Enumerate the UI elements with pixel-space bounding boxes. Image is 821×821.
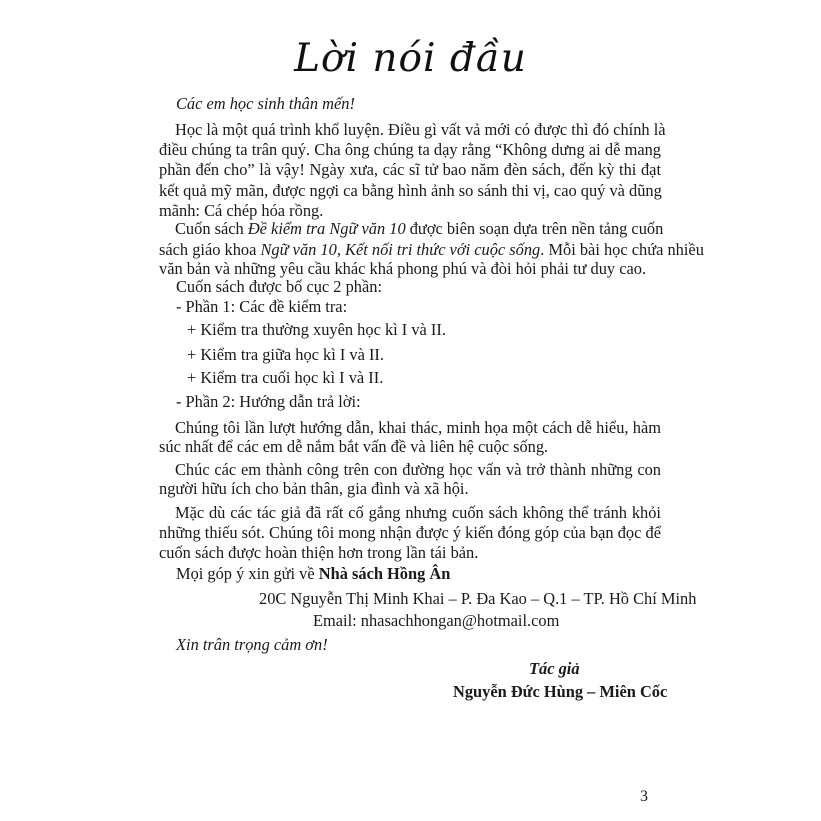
part-1-label: - Phần 1: Các đề kiểm tra:	[176, 297, 348, 316]
author-names: Nguyễn Đức Hùng – Miên Cốc	[453, 682, 668, 701]
method-line: súc nhất để các em dễ nắm bắt vấn đề và liên hệ cuộc sống.	[159, 437, 549, 456]
thanks-line: Xin trân trọng cảm ơn!	[176, 635, 328, 654]
signature-label: Tác giả	[529, 659, 580, 678]
apology-line: Mặc dù các tác giả đã rất cố gắng nhưng cuốn sách không thể tránh khỏi	[175, 503, 661, 522]
book-text: Cuốn sách	[175, 219, 248, 238]
intro-line: kết quả mỹ mãn, được ngợi ca bằng hình ảnh so sánh thi vị, cao quý và dũng	[159, 181, 662, 200]
part-1-item: + Kiểm tra giữa học kì I và II.	[187, 345, 384, 364]
wish-line: Chúc các em thành công trên con đường học vấn và trở thành những con	[175, 460, 661, 479]
preface-heading: Lời nói đầu	[294, 36, 527, 81]
apology-line: cuốn sách được hoàn thiện hơn trong lần tái bản.	[159, 543, 479, 562]
intro-line: mãnh: Cá chép hóa rồng.	[159, 201, 324, 220]
publisher-email: Email: nhasachhongan@hotmail.com	[313, 611, 560, 630]
wish-line: người hữu ích cho bản thân, gia đình và xã hội.	[159, 479, 469, 498]
textbook-title: Ngữ văn 10, Kết nối tri thức với cuộc sống	[260, 240, 541, 259]
page-number: 3	[640, 788, 648, 805]
publisher-address: 20C Nguyễn Thị Minh Khai – P. Đa Kao – Q.1 – TP. Hồ Chí Minh	[259, 589, 697, 608]
apology-line: những thiếu sót. Chúng tôi mong nhận được ý kiến đóng góp của bạn đọc để	[159, 523, 661, 542]
book-line	[159, 240, 704, 260]
contact-intro: Mọi góp ý xin gửi về	[176, 564, 319, 583]
greeting: Các em học sinh thân mến!	[176, 94, 355, 113]
intro-line: phần đến cho” là vậy! Ngày xưa, các sĩ tử bao năm đèn sách, đến kỳ thi đạt	[159, 160, 661, 179]
book-text: được biên soạn dựa trên nền tảng cuốn	[405, 219, 664, 238]
method-line: Chúng tôi lần lượt hướng dẫn, khai thác, minh họa một cách dễ hiểu, hàm	[175, 418, 661, 437]
part-1-item: + Kiểm tra thường xuyên học kì I và II.	[187, 320, 446, 339]
structure-intro: Cuốn sách được bố cục 2 phần:	[176, 277, 382, 296]
book-line: văn bản và những yêu cầu khác khá phong phú và đòi hỏi phải tư duy cao.	[159, 259, 647, 278]
contact-line	[176, 564, 450, 584]
book-line	[175, 219, 664, 239]
part-2-label: - Phần 2: Hướng dẫn trả lời:	[176, 392, 361, 411]
part-1-item: + Kiểm tra cuối học kì I và II.	[187, 368, 384, 387]
intro-line: Học là một quá trình khổ luyện. Điều gì vất vả mới có được thì đó chính là	[175, 120, 666, 139]
book-text: . Mỗi bài học chứa nhiều	[540, 240, 704, 259]
book-text: sách giáo khoa	[159, 240, 261, 259]
book-title: Đề kiểm tra Ngữ văn 10	[247, 219, 406, 238]
intro-line: điều chúng ta trân quý. Cha ông chúng ta dạy rằng “Không dưng ai dễ mang	[159, 140, 661, 159]
publisher-name: Nhà sách Hồng Ân	[318, 564, 451, 583]
